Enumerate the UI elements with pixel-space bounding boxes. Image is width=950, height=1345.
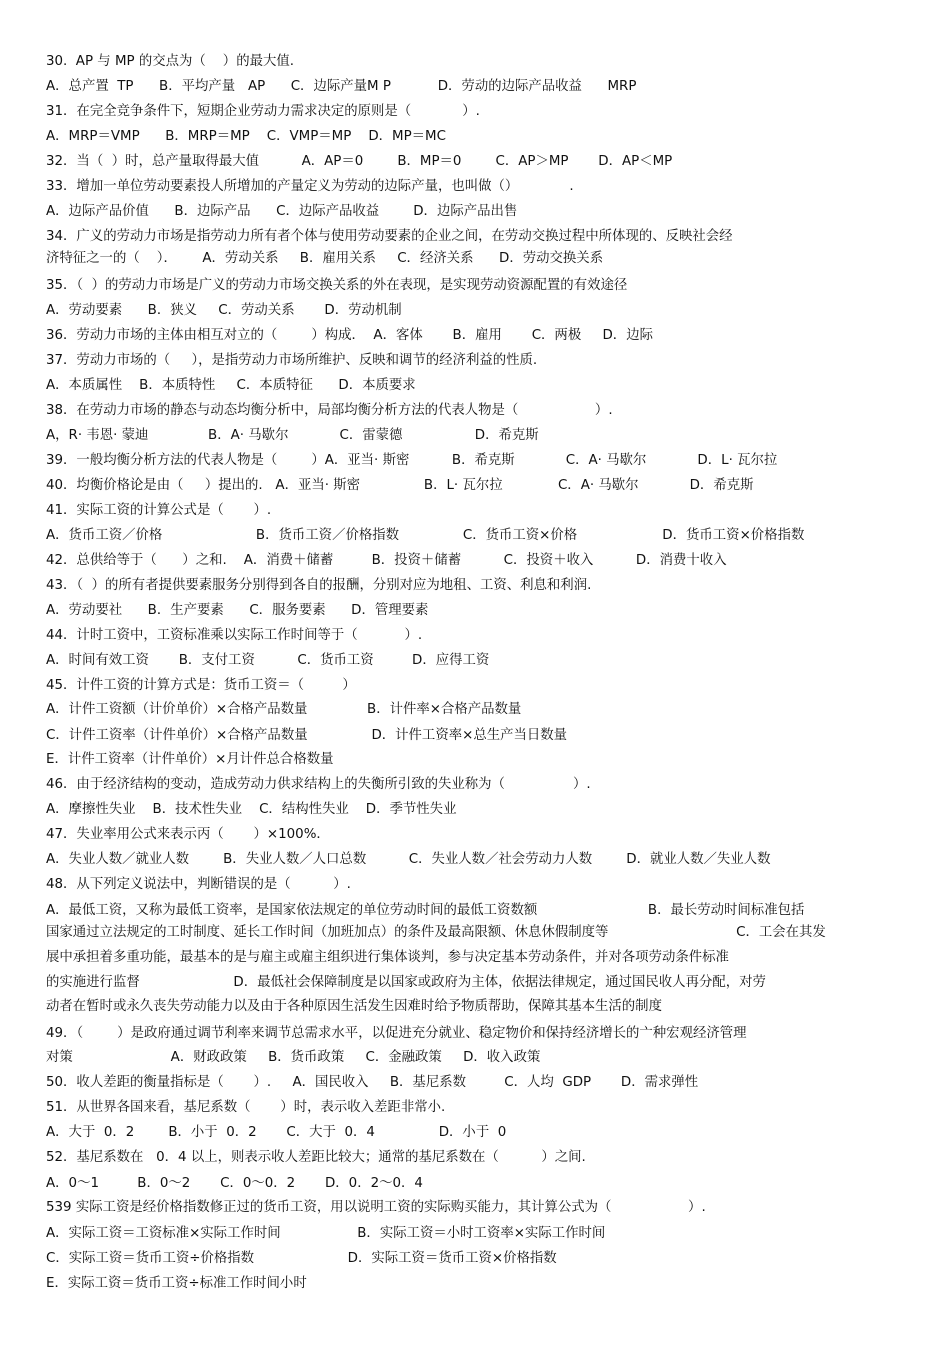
text-line: 51．从世界各国来看，基尼系数（ ）时，表示收入差距非常小.: [46, 1100, 446, 1115]
text-line: E．计件工资率（计件单价）×月计件总合格数量: [46, 752, 334, 767]
text-line: A．MRP＝VMP B．MRP＝MP C．VMP＝MP D．MP＝MC: [46, 129, 446, 144]
text-line: A．实际工资＝工资标准×实际工作时间 B．实际工资＝小时工资率×实际工作时间: [46, 1226, 606, 1241]
text-line: A，R· 韦恩· 蒙迪 B．A· 马歇尔 C．雷蒙德 D．希克斯: [46, 428, 539, 443]
text-line: A．大于 0．2 B．小于 0．2 C．大于 0．4 D．小于 0: [46, 1125, 507, 1140]
text-line: 48．从下列定义说法中，判断错误的是（ ）.: [46, 877, 351, 892]
text-line: 38．在劳动力市场的静态与动态均衡分析中，局部均衡分析方法的代表人物是（ ）.: [46, 403, 613, 418]
text-line: 46．由于经济结构的变动，造成劳动力供求结构上的失衡所引致的失业称为（ ）.: [46, 777, 591, 792]
text-line: 对策 A．财政政策 B．货币政策 C．金融政策 D．收入政策: [46, 1050, 541, 1065]
text-line: A．计件工资额（计价单价）×合格产品数量 B．计件率×合格产品数量: [46, 702, 522, 717]
text-line: C．计件工资率（计件单价）×合格产品数量 D．计件工资率×总生产当日数量: [46, 728, 568, 743]
text-line: 展中承担着多重功能，最基本的是与雇主或雇主组织进行集体谈判，参与决定基本劳动条件，并对各项劳动条件标准: [46, 950, 729, 965]
text-line: 42．总供给等于（ ）之和. A．消费＋储蓄 B．投资＋储蓄 C．投资＋收入 D．消费十收入: [46, 553, 727, 568]
text-line: 37．劳动力市场的（ ），是指劳动力市场所维护、反映和调节的经济利益的性质.: [46, 353, 538, 368]
text-line: A．0～1 B．0～2 C．0～0．2 D．0．2～0．4: [46, 1176, 423, 1191]
text-line: A．劳动要社 B．生产要素 C．服务要素 D．管理要素: [46, 603, 429, 618]
text-line: C．实际工资＝货币工资÷价格指数 D．实际工资＝货币工资×价格指数: [46, 1251, 557, 1266]
text-line: 动者在暂时或永久丧失劳动能力以及由于各种原因生活发生因难时给予物质帮助，保障其基本生活的制度: [46, 999, 662, 1014]
text-line: 35．（ ）的劳动力市场是广义的劳动力市场交换关系的外在表现，是实现劳动资源配置的有效途径: [46, 278, 628, 293]
text-line: 32．当（ ）时，总产量取得最大值 A．AP＝0 B．MP＝0 C．AP＞MP D．AP＜MP: [46, 154, 673, 169]
text-line: 44．计时工资中，工资标准乘以实际工作时间等于（ ）.: [46, 628, 423, 643]
text-line: 34．广义的劳动力市场是指劳动力所有者个体与使用劳动要素的企业之间，在劳动交换过程中所体现的、反映社会经: [46, 229, 733, 244]
text-line: 33．增加一单位劳动要素投人所增加的产量定义为劳动的边际产量，也叫做（） .: [46, 179, 574, 194]
text-line: A．货币工资／价格 B．货币工资／价格指数 C．货币工资×价格 D．货币工资×价格指数: [46, 528, 805, 543]
text-line: 国家通过立法规定的工时制度、延长工作时间（加班加点）的条件及最高限额、休息休假制度等 C．工会在其发: [46, 925, 826, 940]
text-line: A．最低工资，又称为最低工资率，是国家依法规定的单位劳动时间的最低工资数额 B．最长劳动时间标准包括: [46, 903, 805, 918]
text-line: 40．均衡价格论是由（ ）提出的. A．亚当· 斯密 B．L· 瓦尔拉 C．A· 马歇尔 D．希克斯: [46, 478, 754, 493]
text-line: 济特征之一的（ ）． A．劳动关系 B．雇用关系 C．经济关系 D．劳动交换关系: [46, 251, 604, 266]
text-line: 45．计件工资的计算方式是：货币工资＝（ ）: [46, 678, 356, 693]
text-line: 47．失业率用公式来表示丙（ ）×100%．: [46, 827, 330, 842]
text-line: 36．劳动力市场的主体由相互对立的（ ）构成． A．客体 B．雇用 C．两极 D．边际: [46, 328, 653, 343]
text-line: 39．一般均衡分析方法的代表人物是（ ）A．亚当· 斯密 B．希克斯 C．A· 马歇尔 D．L· 瓦尔拉: [46, 453, 778, 468]
text-line: A．劳动要素 B．狭义 C．劳动关系 D．劳动机制: [46, 303, 402, 318]
text-line: A．本质属性 B．本质特性 C．本质特征 D．本质要求: [46, 378, 416, 393]
text-line: 50．收人差距的衡量指标是（ ）. A．国民收入 B．基尼系数 C．人均 GDP D．需求弹性: [46, 1075, 699, 1090]
text-line: 43．（ ）的所有者提供要素服务分别得到各自的报酬，分别对应为地租、工资、利息和利润.: [46, 578, 592, 593]
text-line: 31．在完全竞争条件下，短期企业劳动力需求决定的原则是（ ）.: [46, 104, 480, 119]
text-line: A．时间有效工资 B．支付工资 C．货币工资 D．应得工资: [46, 653, 490, 668]
text-line: 539 实际工资是经价格指数修正过的货币工资，用以说明工资的实际购买能力，其计算公式为（ ）.: [46, 1200, 706, 1215]
text-line: A．边际产品价值 B．边际产品 C．边际产品收益 D．边际产品出售: [46, 204, 518, 219]
text-line: A．总产置 TP B．平均产量 AP C．边际产量M P D．劳动的边际产品收益 MRP: [46, 79, 637, 94]
text-line: 52．基尼系数在 0．4 以上，则表示收人差距比较大；通常的基尼系数在（ ）之间.: [46, 1150, 586, 1165]
text-line: 41．实际工资的计算公式是（ ）.: [46, 503, 272, 518]
text-line: A．摩擦性失业 B．技术性失业 C．结构性失业 D．季节性失业: [46, 802, 457, 817]
text-line: E．实际工资＝货币工资÷标准工作时间小时: [46, 1276, 307, 1291]
text-line: A．失业人数／就业人数 B．失业人数／人口总数 C．失业人数／社会劳动力人数 D．就业人数／失业人数: [46, 852, 771, 867]
text-line: 49．（ ）是政府通过调节利率来调节总需求水平，以促进充分就业、稳定物价和保持经济增长的亠种宏观经济管理: [46, 1026, 747, 1041]
text-line: 的实施进行监督 D．最低社会保障制度是以国家或政府为主体，依据法律规定，通过国民收人再分配，对劳: [46, 975, 766, 990]
text-line: 30. AP 与 MP 的交点为（ ）的最大值.: [46, 54, 295, 69]
